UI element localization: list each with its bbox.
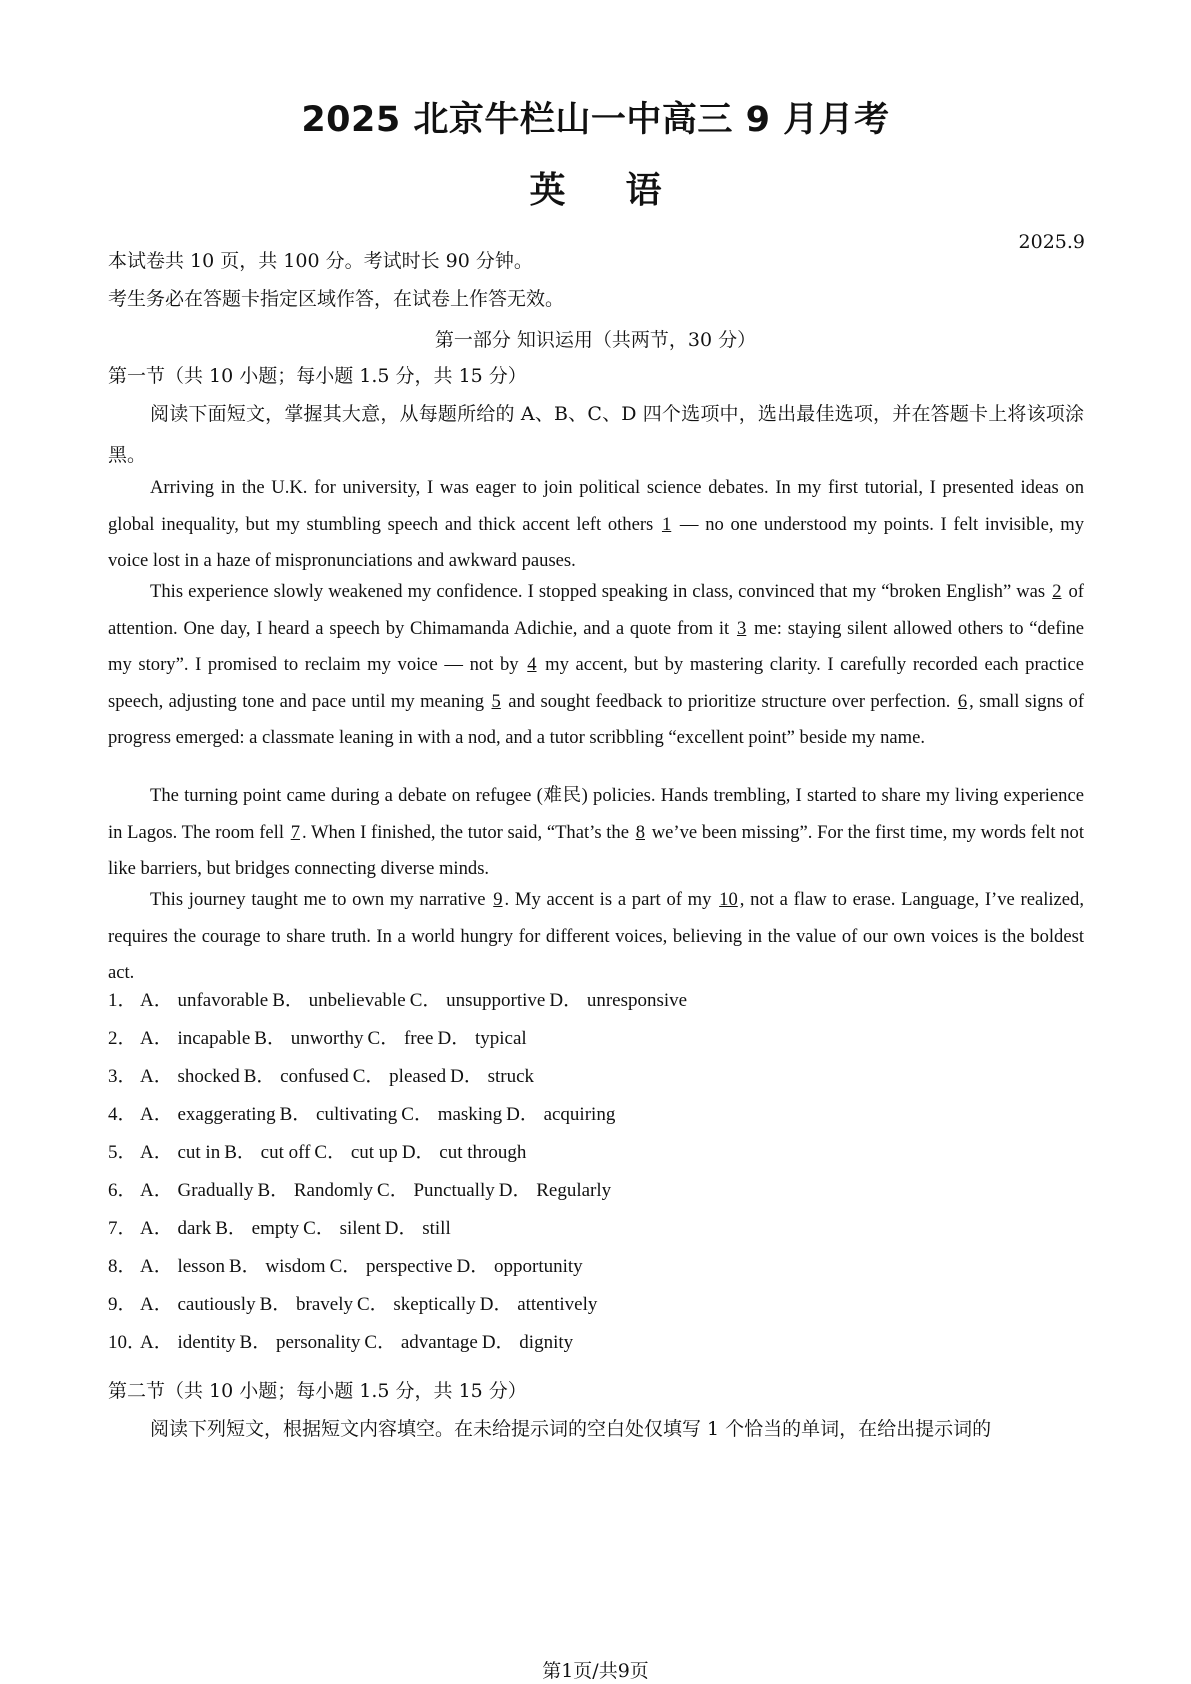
question-row [108,1289,601,1316]
question-row [108,1175,615,1202]
answer-option[interactable]: A． exaggerating [140,1104,276,1125]
passage-paragraph-4 [108,882,1084,992]
answer-option[interactable]: D． Regularly [498,1180,612,1201]
answer-option[interactable]: C． pleased [352,1066,447,1087]
question-number: 1． [108,990,137,1011]
question-row [108,1213,455,1240]
blank-6: 6 [957,690,968,712]
answer-option[interactable]: A． dark [140,1218,212,1239]
answer-option[interactable]: B． empty [215,1218,300,1239]
question-number: 6． [108,1180,137,1201]
blank-3: 3 [736,617,747,639]
question-row [108,1023,531,1050]
text: and sought feedback to prioritize structure over perfection. [502,690,956,712]
part1-heading: 第一部分 知识运用（共两节，30 分） [434,329,757,351]
passage-paragraph-3 [108,778,1084,888]
section1-heading: 第一节（共 10 小题；每小题 1.5 分，共 15 分） [108,365,527,387]
answer-option[interactable]: C． free [367,1028,434,1049]
answer-option[interactable]: C． unsupportive [409,990,546,1011]
answer-option[interactable]: C． silent [303,1218,381,1239]
blank-7: 7 [290,821,300,843]
subject-title [0,162,1191,213]
answer-option[interactable]: D． unresponsive [549,990,688,1011]
text: of attention. One day, I heard a speech by Chimamanda Adichie, and a quote from it [108,581,1084,639]
answer-option[interactable]: D． acquiring [506,1104,616,1125]
answer-option[interactable]: D． still [384,1218,451,1239]
question-number: 8． [108,1256,137,1277]
text: me: staying silent allowed others to “define my story”. I promised to reclaim my voice — not by [108,617,1085,675]
question-row [108,1327,577,1354]
text: This journey taught me to own my narrative [150,889,492,910]
answer-option[interactable]: D． attentively [479,1294,598,1315]
text: . My accent is a part of my [504,889,718,910]
section2-heading: 第二节（共 10 小题；每小题 1.5 分，共 15 分） [108,1380,527,1402]
blank-2: 2 [1052,581,1062,602]
blank-10: 10 [719,889,738,910]
answer-option[interactable]: A． cut in [140,1142,221,1163]
answer-option[interactable]: C． perspective [329,1256,453,1277]
answer-option[interactable]: A． lesson [140,1256,225,1277]
question-number: 10． [108,1332,147,1353]
blank-9: 9 [493,889,503,910]
blank-1: 1 [661,513,672,535]
answer-option[interactable]: D． typical [437,1028,527,1049]
answer-option[interactable]: B． Randomly [257,1180,374,1201]
answer-option[interactable]: B． unbelievable [272,990,406,1011]
blank-8: 8 [635,821,645,843]
exam-date: 2025.9 [1018,231,1085,253]
section1-instruction: 阅读下面短文，掌握其大意，从每题所给的 A、B、C、D 四个选项中，选出最佳选项，并在答题卡上将该项涂黑。 [108,403,1084,466]
text: we’ve been missing”. For the first time, my words felt not like barriers, but bridges connecting diverse minds. [108,821,1084,879]
page-footer: 第1页/共9页 [542,1660,649,1682]
answer-option[interactable]: A． shocked [140,1066,240,1087]
section2-instruction: 阅读下列短文，根据短文内容填空。在未给提示词的空白处仅填写 1 个恰当的单词，在给出提示词的 [150,1418,992,1440]
instruction-line-1: 本试卷共 10 页，共 100 分。考试时长 90 分钟。 [108,250,533,272]
text: Arriving in the U.K. for university, I was eager to join political science debates. In my first tutorial, I presented ideas on global inequality, but my stumbling speech and thick accent left others [108,477,1084,535]
answer-option[interactable]: A． unfavorable [140,990,269,1011]
answer-option[interactable]: B． unworthy [254,1028,364,1049]
text: The turning point came during a debate on refugee (难民) policies. Hands trembling, I started to share my living experience in Lagos. The room fell [108,785,1084,843]
answer-option[interactable]: B． wisdom [228,1256,326,1277]
instruction-line-2: 考生务必在答题卡指定区域作答，在试卷上作答无效。 [108,288,565,310]
question-row [108,1099,619,1126]
answer-option[interactable]: C． masking [401,1104,503,1125]
question-row [108,1061,538,1088]
passage-paragraph-2 [108,574,1084,757]
question-number: 9． [108,1294,137,1315]
answer-option[interactable]: C． advantage [364,1332,478,1353]
text: This experience slowly weakened my confidence. I stopped speaking in class, convinced that my “broken English” was [150,581,1051,602]
answer-option[interactable]: C． cut up [314,1142,398,1163]
question-number: 4． [108,1104,137,1125]
answer-option[interactable]: D． dignity [481,1332,574,1353]
text: , small signs of progress emerged: a classmate leaning in with a nod, and a tutor scribbling “excellent point” beside my name. [108,690,1085,748]
subject-char-1: 英 [529,170,566,211]
passage-paragraph-1 [108,470,1084,580]
answer-option[interactable]: C． skeptically [356,1294,476,1315]
answer-option[interactable]: B． confused [243,1066,349,1087]
answer-option[interactable]: C． Punctually [377,1180,495,1201]
question-number: 5． [108,1142,137,1163]
answer-option[interactable]: B． bravely [259,1294,353,1315]
text: , not a flaw to erase. Language, I’ve realized, requires the courage to share truth. In a world hungry for different voices, believing in the value of our own voices is the boldest act. [108,889,1084,983]
answer-option[interactable]: B． cultivating [279,1104,398,1125]
question-row [108,1137,530,1164]
text: . When I finished, the tutor said, “That’s the [301,821,634,843]
blank-5: 5 [491,690,501,712]
answer-option[interactable]: B． cut off [224,1142,311,1163]
question-number: 7． [108,1218,137,1239]
answer-option[interactable]: D． opportunity [456,1256,583,1277]
answer-option[interactable]: A． incapable [140,1028,251,1049]
subject-char-2: 语 [625,170,662,211]
question-row [108,1251,587,1278]
text: — no one understood my points. I felt invisible, my voice lost in a haze of mispronunciations and awkward pauses. [108,513,1084,571]
text: my accent, but by mastering clarity. I carefully recorded each practice speech, adjusting tone and pace until my meaning [108,654,1084,712]
question-row [108,985,691,1012]
exam-title: 2025 北京牛栏山一中高三 9 月月考 [301,100,890,140]
answer-option[interactable]: D． cut through [401,1142,527,1163]
answer-option[interactable]: A． cautiously [140,1294,256,1315]
answer-option[interactable]: B． personality [239,1332,361,1353]
answer-option[interactable]: A． identity [140,1332,236,1353]
question-number: 2． [108,1028,137,1049]
question-number: 3． [108,1066,137,1087]
blank-4: 4 [527,654,537,675]
answer-option[interactable]: D． struck [450,1066,535,1087]
answer-option[interactable]: A． Gradually [140,1180,254,1201]
